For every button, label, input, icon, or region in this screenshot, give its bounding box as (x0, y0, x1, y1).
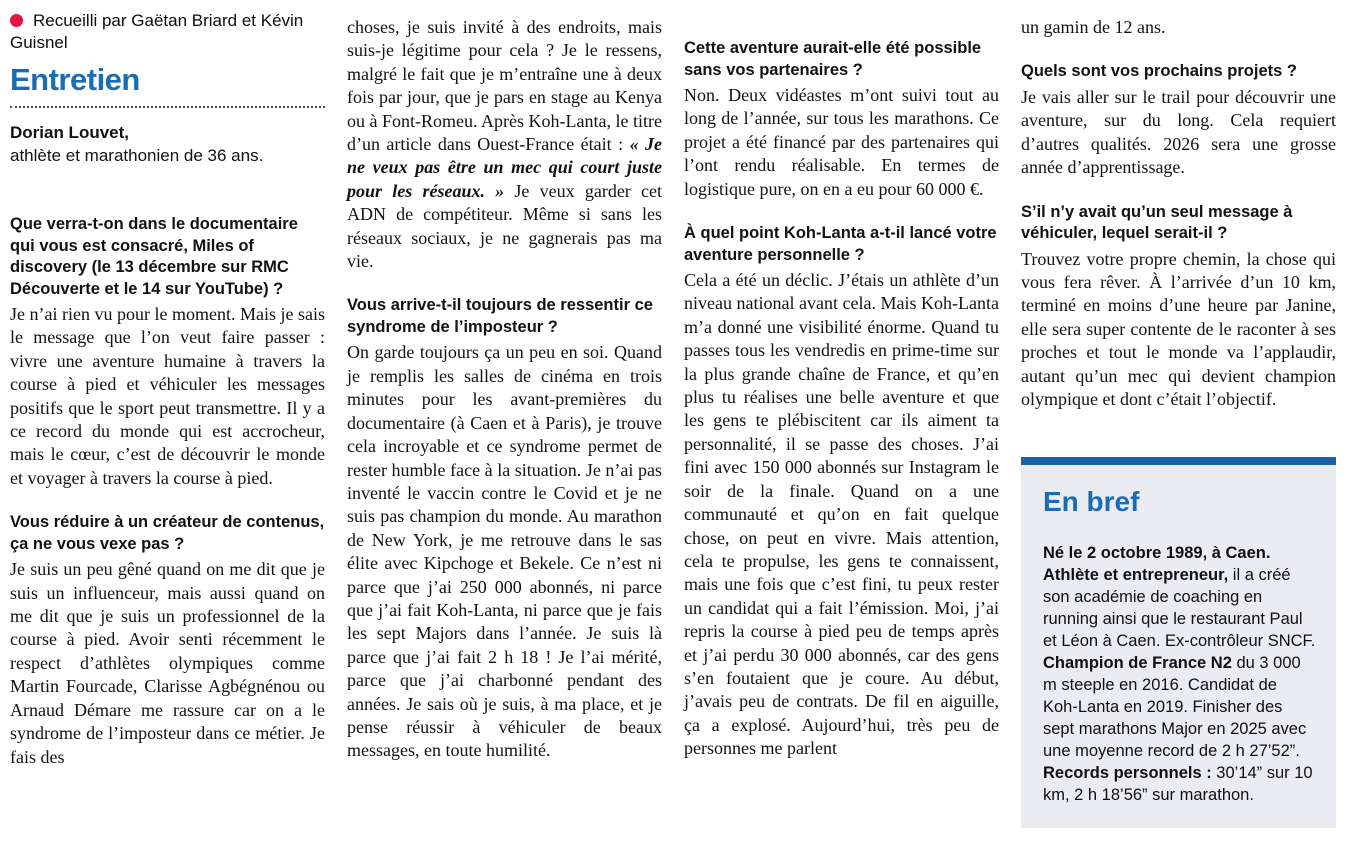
interview-question (347, 295, 662, 338)
byline (10, 10, 325, 54)
interview-answer (10, 558, 325, 769)
brief-bold-segment: Champion de France N2 (1043, 654, 1232, 673)
column-2 (347, 8, 662, 842)
text-segment: Je veux garder cet ADN de compétiteur. Même si sans les réseaux sociaux, je ne gagnerais pas ma vie. (347, 180, 663, 272)
text-segment: Cela a été un déclic. J’étais un athlète d’un niveau national avant cela. Mais Koh-Lanta m’a donné une visibilité énorme. Quand tu passes tous les vendredis en prime-time sur la plus grande chaîne de France, et qu’en plus tu réalises une belle aventure et que les gens te plébiscitent car ils aiment ta personnalité, il se passe des choses. J’ai fini avec 150 000 abonnés sur Instagram le soir de la finale. Quand on a une communauté et qu’on en fait quelque chose, on peut en vivre. Mais attention, cela te propulse, les gens te connaissent, mais une fois que c’est fini, tu peux rester un candidat qui a fait l’émission. Moi, j’ai repris la course à pied peu de temps après et j’ai perdu 30 000 abonnés, car des gens s’en foutaient que je coure. Au début, j’avais peu de contrats. De fil en aiguille, ça a explosé. Aujourd’hui, très peu de personnes me parlent (684, 270, 999, 759)
text-segment: À quel point Koh-Lanta a-t-il lancé votre aventure personnelle ? (684, 224, 997, 264)
text-segment: choses, je suis invité à des endroits, mais suis-je légitime pour cela ? Je le ressens, malgré le fait que je m’entraîne une à deux fois par jour, que je pars en stage au Kenya ou à Font-Romeu. Après Koh-Lanta, le titre d’un article dans Ouest-France était : (347, 17, 662, 155)
en-bref-title: En bref (1043, 486, 1140, 518)
text-segment: un gamin de 12 ans. (1021, 17, 1166, 37)
text-segment: Cette aventure aurait-elle été possible sans vos partenaires ? (684, 39, 982, 79)
brief-bold-segment: Né le 2 octobre 1989, à Caen. Athlète et entrepreneur, (1043, 544, 1271, 585)
red-bullet-icon (10, 14, 23, 27)
interview-answer (1021, 86, 1336, 180)
brief-text-segment: 30’14” sur 10 km, 2 h 18’56” sur marathon. (1043, 764, 1313, 805)
interviewee-name: Dorian Louvet, (10, 123, 130, 142)
dotted-divider (10, 106, 325, 108)
en-bref-top-bar (1021, 457, 1336, 465)
byline-text: Recueilli par Gaëtan Briard et Kévin Guisnel (10, 11, 304, 52)
interview-answer (347, 341, 662, 762)
text-segment: Je suis un peu gêné quand on me dit que je suis un influenceur, mais aussi quand on me dit que je suis un professionnel de la course à pied. Avoir senti récemment le respect d’athlètes olympiques comme Martin Fourcade, Clarisse Agbégnénou ou Arnaud Démare me rassure car on a le syndrome de l’imposteur dans ce métier. Je fais des (10, 559, 325, 767)
brief-text-segment: il a créé son académie de coaching en running ainsi que le restaurant Paul et Léon à Caen. Ex-contrôleur SNCF. (1043, 566, 1316, 651)
text-segment: Que verra-t-on dans le documentaire qui vous est consacré, Miles of discovery (le 13 décembre sur RMC Découverte et le 14 sur YouTube) ? (10, 215, 298, 298)
text-segment: S’il n’y avait qu’un seul message à véhiculer, lequel serait-il ? (1021, 202, 1293, 243)
interview-answer (684, 84, 999, 201)
interview-answer (684, 269, 999, 761)
brief-text-segment: du 3 000 m steeple en 2016. Candidat de Koh-Lanta en 2019. Finisher des sept marathons Major en 2025 avec une moyenne record de 2 h 27’52”. (1043, 654, 1307, 761)
text-segment: Vous réduire à un créateur de contenus, ça ne vous vexe pas ? (10, 513, 325, 553)
text-segment: Je vais aller sur le trail pour découvrir une aventure, sur du long. Cela requiert d’autres qualités. 2026 sera une grosse année d’apprentissage. (1021, 86, 1336, 178)
interviewee-description: athlète et marathonien de 36 ans. (10, 146, 264, 165)
interview-question (684, 38, 999, 81)
text-segment: On garde toujours ça un peu en soi. Quand je remplis les salles de cinéma en trois minutes pour les avant-premières du documentaire (à Caen et à Paris), je trouve cela incroyable et ce syndrome permet de rester humble face à la situation. Je n’ai pas inventé le vaccin contre le Covid et je ne suis pas champion du monde. Au marathon de New York, je me retrouve dans le sas élite avec Kipchoge et Bekele. Ce n’est ni parce que j’ai 250 000 abonnés, ni parce que j’ai fait Koh-Lanta, ni parce que je fais les sept Majors dans l’année. Je suis là parce que j’ai fait 2 h 18 ! Je l’ai mérité, parce que j’ai charbonné pendant des années. Je sais où je suis, à ma place, et je pense réussir à véhiculer de beaux messages, en toute humilité. (347, 342, 662, 761)
interview-answer (10, 303, 325, 490)
column-1-text (10, 214, 325, 769)
column-3 (684, 8, 999, 842)
interview-answer (347, 16, 662, 273)
column-3-text (684, 38, 999, 761)
text-segment: Trouvez votre propre chemin, la chose qui vous fera rêver. À l’arrivée d’un 10 km, terminé en moins d’une heure par Janine, elle sera super contente de le raconter à ses proches et tout le monde va l’applaudir, autant qu’un mec qui devient champion olympique et dont c’était l’objectif. (1021, 248, 1336, 409)
interview-question (1021, 202, 1336, 245)
brief-bold-segment: Records personnels : (1043, 764, 1212, 783)
en-bref-content (1021, 465, 1336, 828)
section-title: Entretien (10, 62, 140, 97)
interview-question (684, 223, 999, 266)
quoted-headline-text: « Je ne veux pas être un mec qui court juste pour les réseaux. » (347, 134, 662, 201)
text-segment: Non. Deux vidéastes m’ont suivi tout au long de l’année, sur tous les marathons. Ce projet a été financé par des partenaires qui l’ont rendu réalisable. En termes de logistique pure, on en a eu pour 60 000 €. (684, 85, 999, 199)
column-2-text (347, 16, 662, 763)
en-bref-box (1021, 457, 1336, 828)
interview-question (10, 512, 325, 555)
en-bref-body (1043, 542, 1316, 806)
text-segment: Je n’ai rien vu pour le moment. Mais je sais le message que l’on veut faire passer : vivre une aventure humaine à travers la course à pied et véhiculer les messages positifs que le sport peut transmettre. Il y a ce record du monde qui est accrocheur, mais le cœur, c’est de découvrir le monde et voyager à travers la course à pied. (10, 304, 325, 488)
interviewee-intro (10, 121, 325, 167)
interview-question (10, 214, 325, 300)
text-segment: Quels sont vos prochains projets ? (1021, 62, 1297, 81)
column-1 (10, 8, 325, 842)
interview-answer (1021, 248, 1336, 412)
text-segment: Vous arrive-t-il toujours de ressentir ce syndrome de l’imposteur ? (347, 296, 653, 336)
interview-question (1021, 61, 1336, 83)
column-4-text (1021, 16, 1336, 411)
column-4 (1021, 8, 1336, 842)
interview-answer (1021, 16, 1336, 39)
